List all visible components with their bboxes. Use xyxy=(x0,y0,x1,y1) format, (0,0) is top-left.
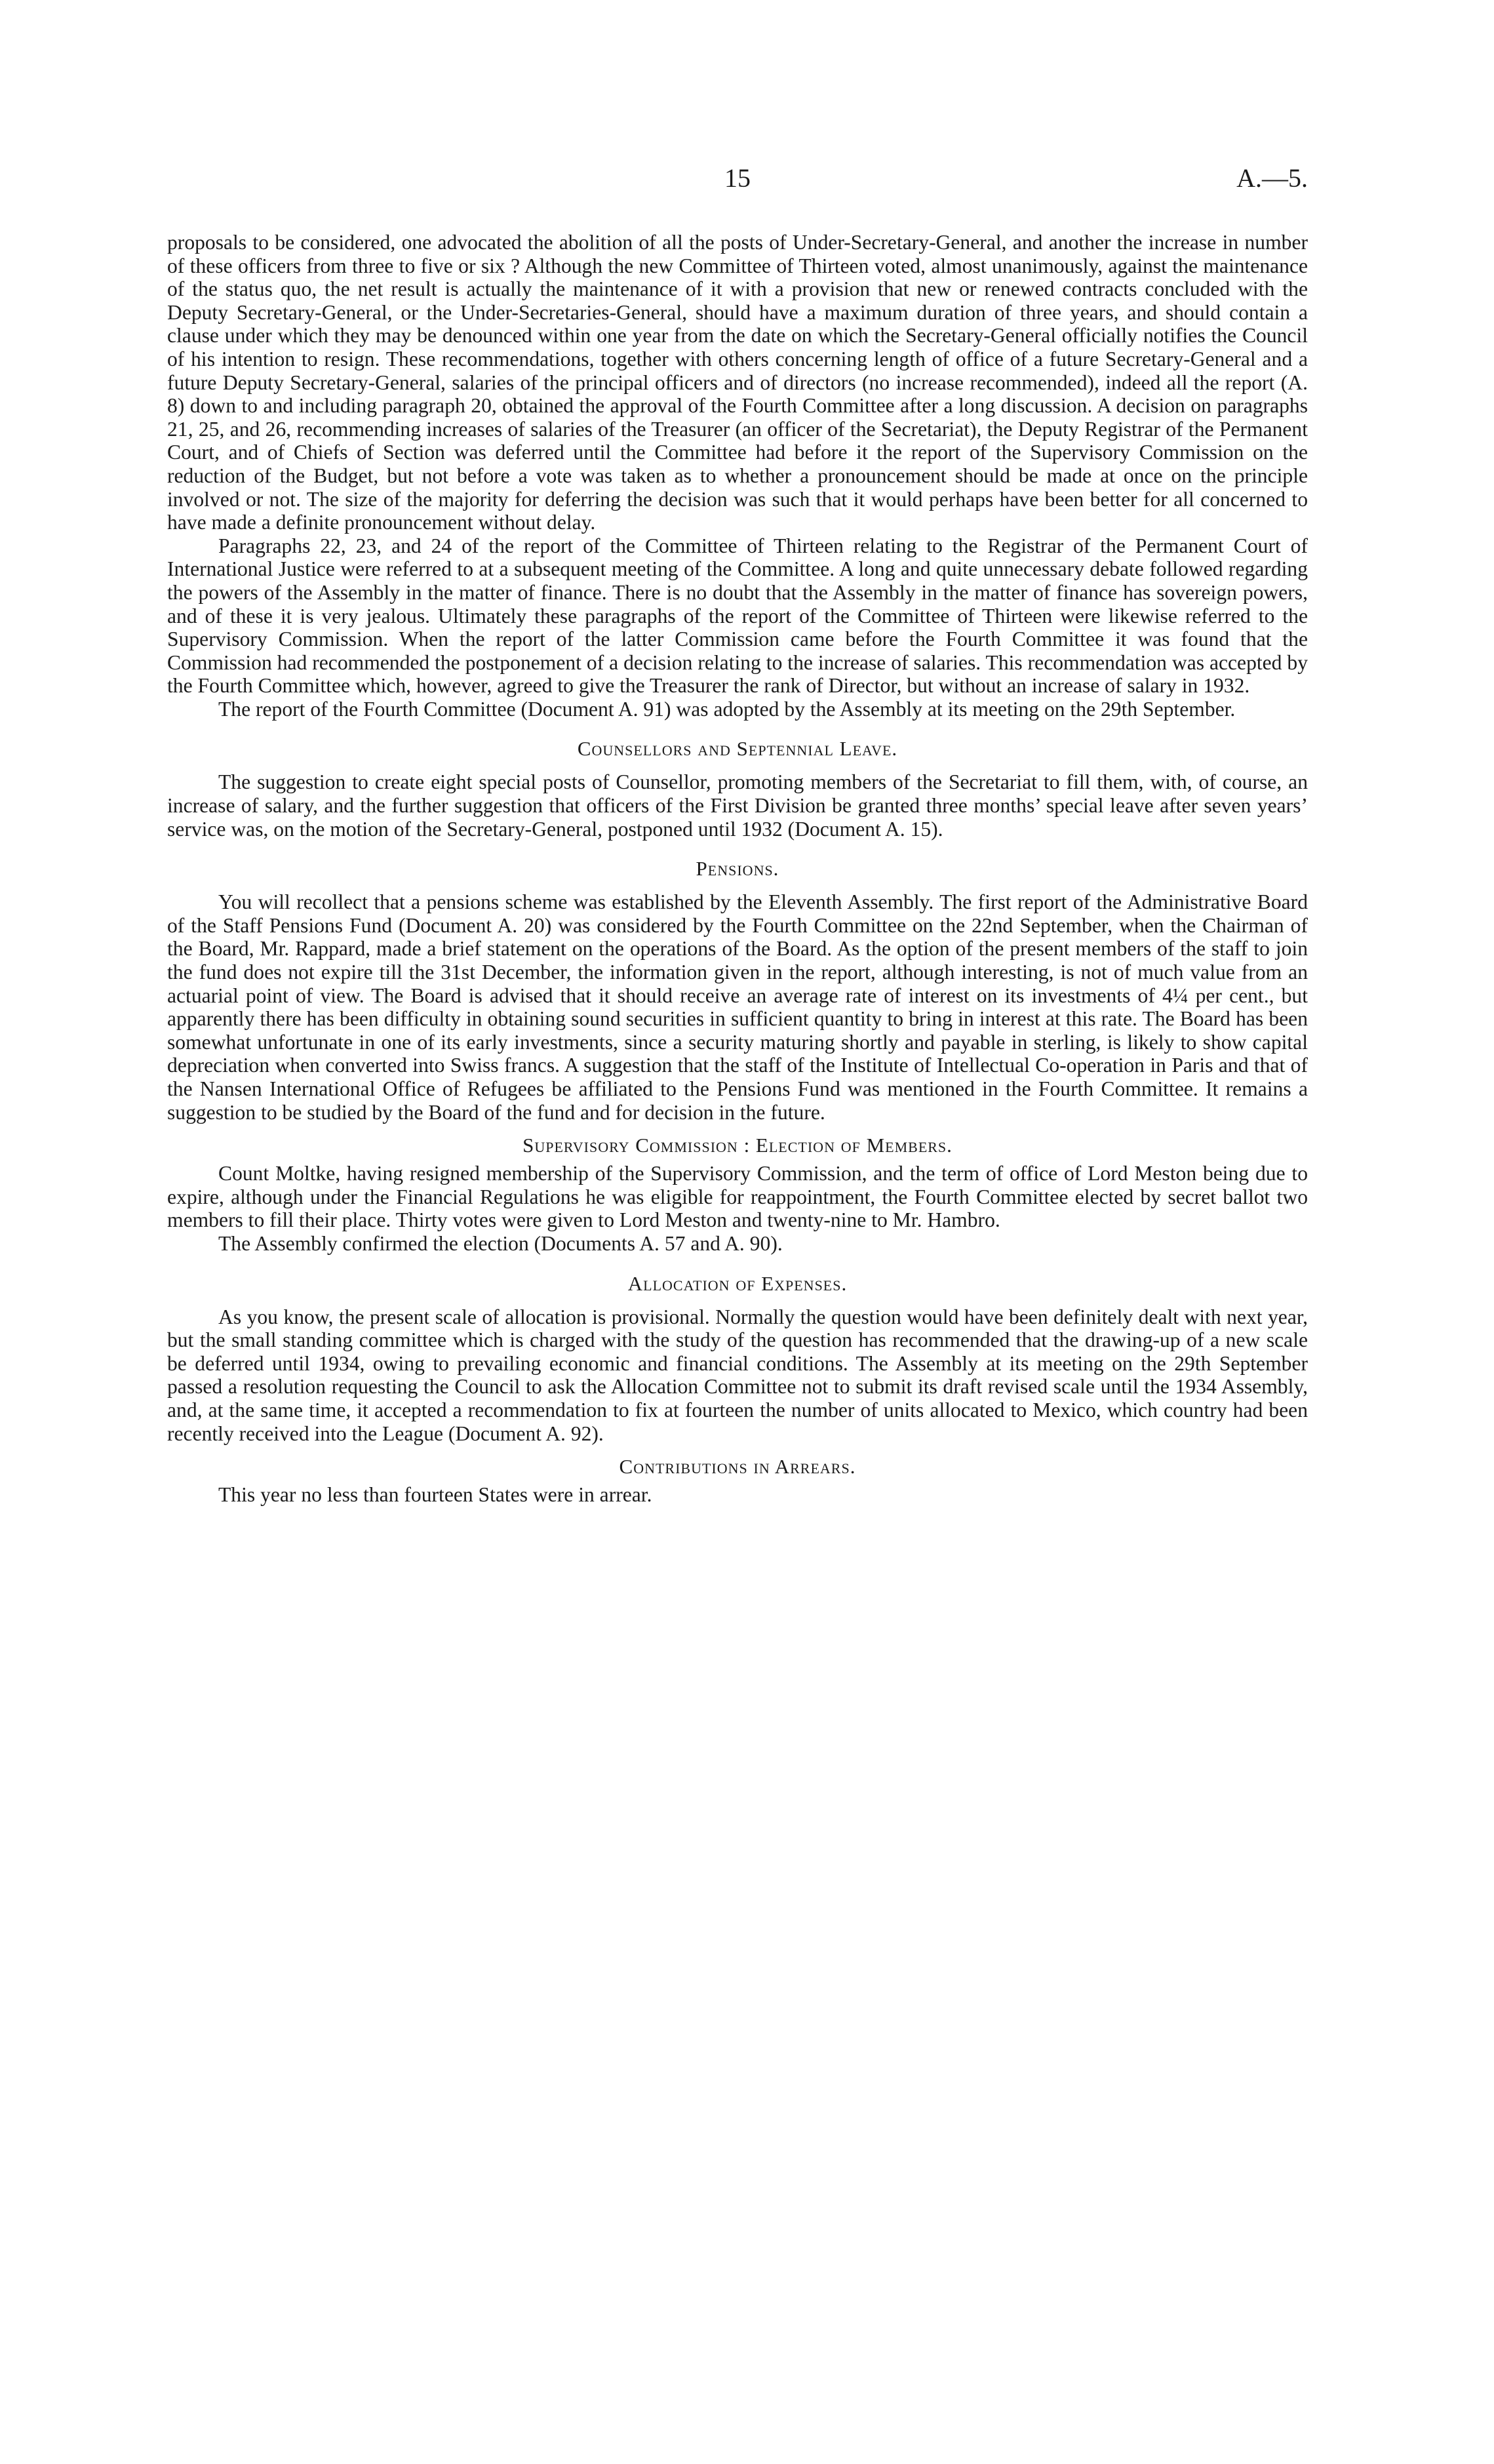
paragraph: You will recollect that a pensions scheme was established by the Eleventh Assembly. The first report of the Administrative Board of the Staff Pensions Fund (Document A. 20) was considered by the Fourth Committee on the 22nd September, when the Chairman of the Board, Mr. Rappard, made a brief statement on the operations of the Board. As the option of the present members of the staff to join the fund does not expire till the 31st December, the information given in the report, although interesting, is not of much value from an actuarial point of view. The Board is advised that it should receive an average rate of interest on its investments of 4¼ per cent., but apparently there has been difficulty in obtaining sound securities in sufficient quantity to bring in interest at this rate. The Board has been somewhat unfortunate in one of its early investments, since a security maturing shortly and payable in sterling, is likely to show capital depreciation when converted into Swiss francs. A suggestion that the staff of the Institute of Intellectual Co-operation in Paris and that of the Nansen International Office of Refugees be affiliated to the Pensions Fund was mentioned in the Fourth Committee. It remains a suggestion to be studied by the Board of the fund and for decision in the future. xyxy=(167,890,1308,1124)
paragraph: The suggestion to create eight special posts of Counsellor, promoting members of the Secretariat to fill them, with, of course, an increase of salary, and the further suggestion that officers of the First Division be granted three months’ special leave after seven years’ service was, on the motion of the Secretary-General, postponed until 1932 (Document A. 15). xyxy=(167,770,1308,841)
document-body xyxy=(167,231,1308,1507)
paragraph: This year no less than fourteen States were in arrear. xyxy=(218,1483,652,1507)
section-heading-contributions: Contributions in Arrears. xyxy=(619,1455,856,1479)
section-heading-pensions: Pensions. xyxy=(696,857,779,881)
paragraph: Paragraphs 22, 23, and 24 of the report of the Committee of Thirteen relating to the Registrar of the Permanent Court of International Justice were referred to at a subsequent meeting of the Committee. A long and quite unnecessary debate followed regarding the powers of the Assembly in the matter of finance. There is no doubt that the Assembly in the matter of finance has sovereign powers, and of these it is very jealous. Ultimately these paragraphs of the report of the Committee of Thirteen were likewise referred to the Supervisory Commission. When the report of the latter Commission came before the Fourth Committee it was found that the Commission had recommended the postponement of a decision relating to the increase of salaries. This recommendation was accepted by the Fourth Committee which, however, agreed to give the Treasurer the rank of Director, but without an increase of salary in 1932. xyxy=(167,534,1308,698)
document-reference: A.—5. xyxy=(1236,163,1308,193)
paragraph: Count Moltke, having resigned membership of the Supervisory Commission, and the term of office of Lord Meston being due to expire, although under the Financial Regulations he was eligible for reappointment, the Fourth Committee elected by secret ballot two members to fill their place. Thirty votes were given to Lord Meston and twenty-nine to Mr. Hambro. xyxy=(167,1162,1308,1232)
paragraph: As you know, the present scale of allocation is provisional. Normally the question would have been definitely dealt with next year, but the small standing committee which is charged with the study of the question has recommended that the drawing-up of a new scale be deferred until 1934, owing to prevailing economic and financial conditions. The Assembly at its meeting on the 29th September passed a resolution requesting the Council to ask the Allocation Committee not to submit its draft revised scale until the 1934 Assembly, and, at the same time, it accepted a recommendation to fix at fourteen the number of units allocated to Mexico, which country had been recently received into the League (Document A. 92). xyxy=(167,1305,1308,1445)
section-heading-allocation: Allocation of Expenses. xyxy=(627,1271,848,1295)
paragraph: proposals to be considered, one advocated the abolition of all the posts of Under-Secretary-General, and another the increase in number of these officers from three to five or six ? Although the new Committee of Thirteen voted, almost unanimously, against the maintenance of the status quo, the net result is actually the maintenance of it with a provision that new or renewed contracts concluded with the Deputy Secretary-General, or the Under-Secretaries-General, should have a maximum duration of three years, and should contain a clause under which they may be denounced within one year from the date on which the Secretary-General officially notifies the Council of his intention to resign. These recommendations, together with others concerning length of office of a future Secretary-General and a future Deputy Secretary-General, salaries of the principal officers and of directors (no increase recommended), indeed all the report (A. 8) down to and including paragraph 20, obtained the approval of the Fourth Committee after a long discussion. A decision on paragraphs 21, 25, and 26, recommending increases of salaries of the Treasurer (an officer of the Secretariat), the Deputy Registrar of the Permanent Court, and of Chiefs of Section was deferred until the Committee had before it the report of the Supervisory Commission on the reduction of the Budget, but not before a vote was taken as to whether a pronouncement should be made at once on the principle involved or not. The size of the majority for deferring the decision was such that it would perhaps have been better for all concerned to have made a definite pronouncement without delay. xyxy=(167,231,1308,534)
section-heading-supervisory-commission: Supervisory Commission : Election of Members. xyxy=(522,1134,953,1157)
page-header xyxy=(167,163,1308,202)
page-number: 15 xyxy=(724,163,751,193)
section-heading-counsellors: Counsellors and Septennial Leave. xyxy=(577,737,898,761)
paragraph: The Assembly confirmed the election (Documents A. 57 and A. 90). xyxy=(218,1231,783,1255)
paragraph: The report of the Fourth Committee (Document A. 91) was adopted by the Assembly at its meeting on the 29th September. xyxy=(218,697,1236,721)
